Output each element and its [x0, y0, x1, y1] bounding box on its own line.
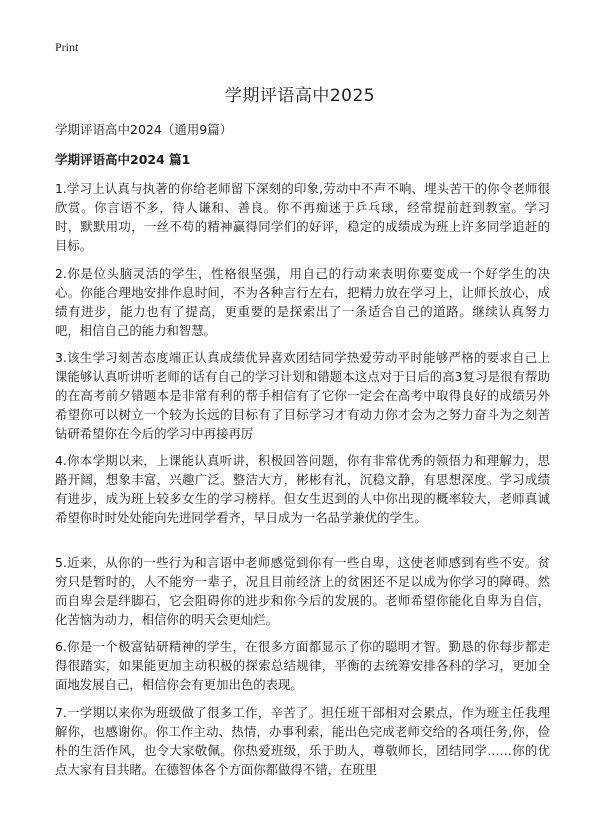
comment-paragraph-7: 7.一学期以来你为班级做了很多工作，辛苦了。担任班干部相对会累点，作为班主任我理解你，也感谢你。你工作主动、热情，办事利索，能出色完成老师交给的各项任务,你，俭朴的生活作风，也令大家敬佩。你热爱班级，乐于助人，尊敬师长，团结同学……你的优点大家有目共睹。在德智体各个方面你都做得不错，在班里: [55, 705, 550, 777]
comment-paragraph-2: 2.你是位头脑灵活的学生，性格很坚强，用自己的行动来表明你要变成一个好学生的决心。你能合理地安排作息时间，不为各种言行左右，把精力放在学习上，让师长放心，成绩有进步，能力也有了提高，更重要的是探索出了一条适合自己的道路。继续认真努力吧，相信自己的能力和智慧。: [55, 266, 550, 338]
print-label[interactable]: Print: [55, 40, 79, 54]
comment-paragraph-1: 1.学习上认真与执著的你给老师留下深刻的印象,劳动中不声不响、埋头苦干的你令老师很欣赏。你言语不多，待人谦和、善良。你不再痴迷于乒乓球，经常提前赶到教室。学习时，默默用功，一丝不苟的精神赢得同学们的好评，稳定的成绩成为班上许多同学追赶的目标。: [55, 181, 550, 253]
document-subtitle: 学期评语高中2024（通用9篇）: [55, 122, 233, 137]
page-title: 学期评语高中2025: [224, 86, 376, 106]
comment-paragraph-4: 4.你本学期以来，上课能认真听讲，积极回答问题，你有非常优秀的领悟力和理解力，思路开阔，想象丰富，兴趣广泛。整洁大方，彬彬有礼，沉稳文静，有思想深度。学习成绩有进步，成为班上较多女生的学习榜样。但女生迟到的人中你出现的概率较大，老师真诚希望你时时处处能向先进同学看齐，早日成为一名品学兼优的学生。: [55, 453, 550, 525]
comment-paragraph-3: 3.该生学习刻苦态度端正认真成绩优异喜欢团结同学热爱劳动平时能够严格的要求自己上课能够认真听讲听老师的话有自己的学习计划和错题本这点对于日后的高3复习是很有帮助的在高考前夕错题本是非常有利的帮手相信有了它你一定会在高考中取得良好的成绩另外希望你可以树立一个较为长远的目标有了目标学习才有动力你才会为之努力奋斗为之刻苦钻研希望你在今后的学习中再接再厉: [55, 350, 550, 441]
comment-paragraph-6: 6.你是一个极富钻研精神的学生，在很多方面都显示了你的聪明才智。勤恳的你每步都走得很踏实，如果能更加主动积极的探索总结规律，平衡的去统筹安排各科的学习，更加全面地发展自己，相信你会有更加出色的表现。: [55, 639, 550, 692]
section-heading: 学期评语高中2024 篇1: [55, 152, 191, 167]
comment-paragraph-5: 5.近来，从你的一些行为和言语中老师感觉到你有一些自卑，这使老师感到有些不安。贫穷只是暂时的，人不能穷一辈子，况且目前经济上的贫困还不足以成为你学习的障碍。然而自卑会是绊脚石，它会阻碍你的进步和你今后的发展的。老师希望你能化自卑为自信，化苦恼为动力，相信你的明天会更灿烂。: [55, 555, 550, 627]
